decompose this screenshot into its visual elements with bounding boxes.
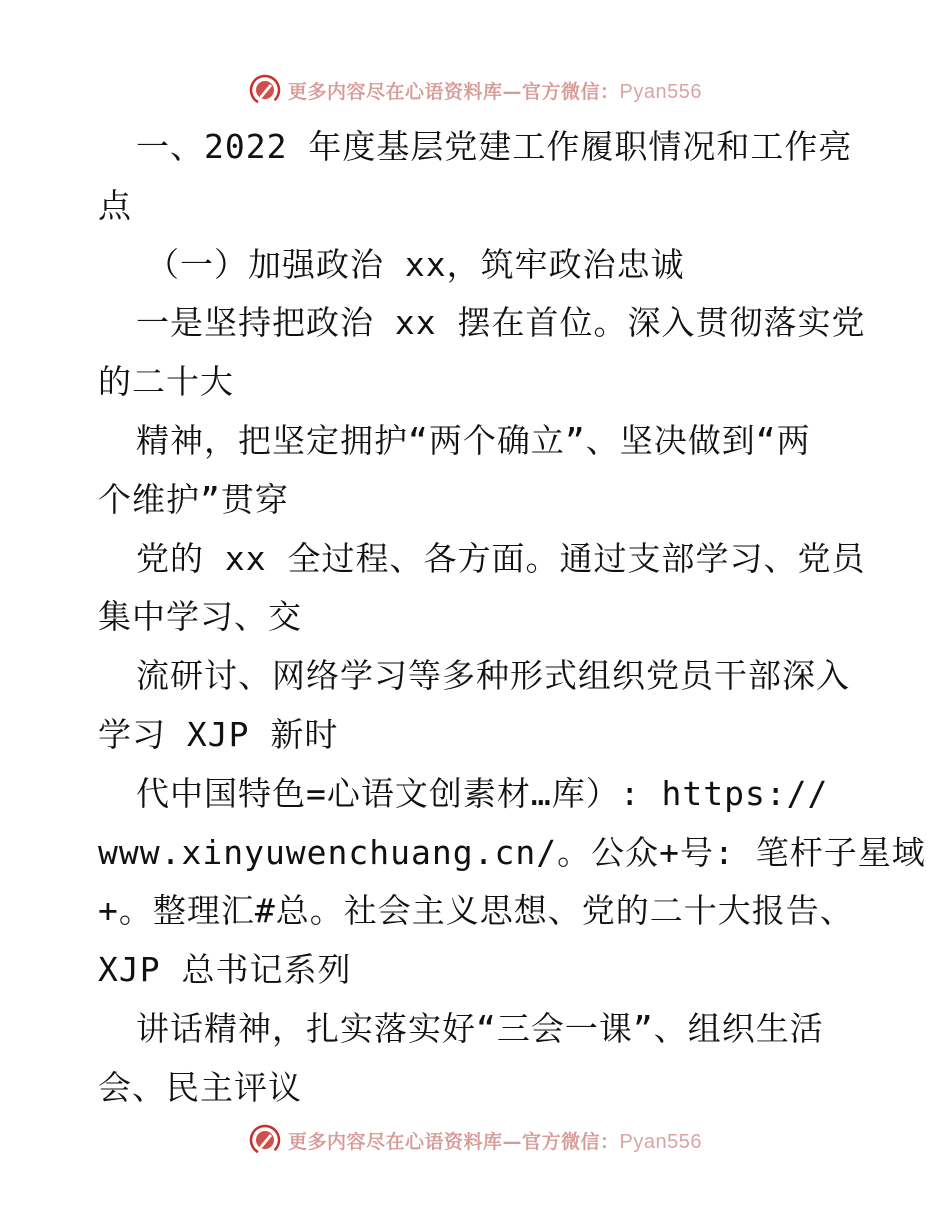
paragraph-line: 个维护”贯穿 bbox=[98, 479, 289, 519]
document-body bbox=[98, 118, 926, 1118]
paragraph-line: 一是坚持把政治 xx 摆在首位。深入贯彻落实党 bbox=[136, 303, 866, 343]
paragraph-line: 代中国特色=心语文创素材…库）: https:// bbox=[136, 773, 829, 813]
paragraph-line: 的二十大 bbox=[98, 362, 234, 402]
footer-watermark-banner bbox=[0, 1120, 950, 1160]
header-watermark-banner bbox=[0, 70, 950, 110]
paragraph-line: 集中学习、交 bbox=[98, 597, 302, 637]
paragraph-line: www.xinyuwenchuang.cn/。公众+号: 笔杆子星域 bbox=[98, 832, 926, 872]
footer-watermark-cn: 更多内容尽在心语资料库—官方微信： bbox=[288, 1130, 620, 1153]
section-heading-cont: 点 bbox=[98, 185, 132, 225]
paragraph-line: 讲话精神，扎实落实好“三会一课”、组织生活 bbox=[136, 1008, 824, 1048]
footer-watermark-id: Pyan556 bbox=[619, 1130, 702, 1153]
paragraph-line: 流研讨、网络学习等多种形式组织党员干部深入 bbox=[136, 656, 850, 696]
subsection-heading: （一）加强政治 xx，筑牢政治忠诚 bbox=[146, 244, 685, 284]
paragraph-line: XJP 总书记系列 bbox=[98, 950, 352, 990]
header-watermark-cn: 更多内容尽在心语资料库—官方微信： bbox=[288, 80, 620, 103]
paragraph-line: 会、民主评议 bbox=[98, 1067, 302, 1107]
footer-watermark-text bbox=[288, 1127, 702, 1154]
header-watermark-text bbox=[288, 77, 702, 104]
header-watermark-id: Pyan556 bbox=[619, 80, 702, 103]
paragraph-line: 党的 xx 全过程、各方面。通过支部学习、党员 bbox=[136, 538, 866, 578]
pen-logo-icon bbox=[248, 1123, 282, 1157]
pen-logo-icon bbox=[248, 73, 282, 107]
paragraph-line: 学习 XJP 新时 bbox=[98, 714, 339, 754]
paragraph-line: +。整理汇#总。社会主义思想、党的二十大报告、 bbox=[98, 891, 854, 931]
section-heading: 一、2022 年度基层党建工作履职情况和工作亮 bbox=[136, 127, 853, 166]
paragraph-line: 精神，把坚定拥护“两个确立”、坚决做到“两 bbox=[136, 420, 811, 460]
